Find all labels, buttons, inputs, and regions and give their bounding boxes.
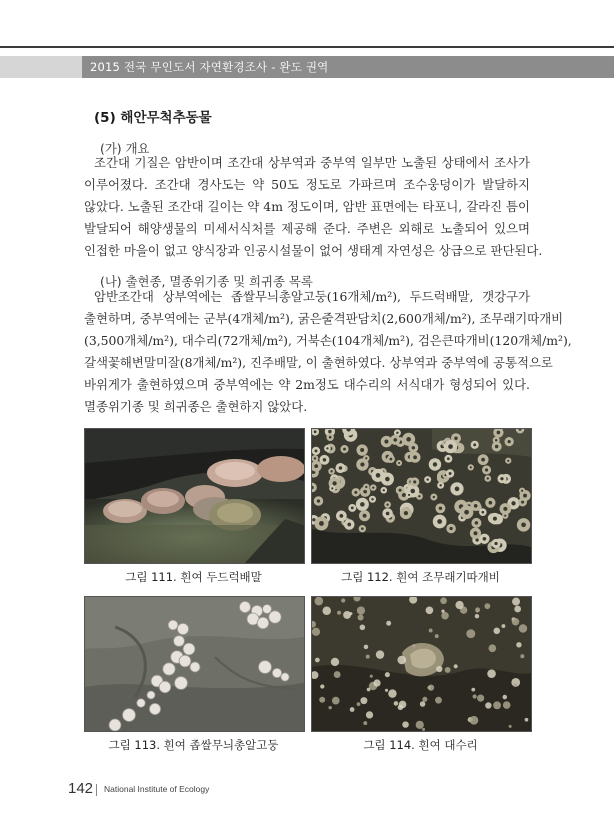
paragraph-line: 인접한 마을이 없고 양식장과 인공시설물이 없어 생태계 자연성은 상급으로 판단된다. <box>84 243 543 258</box>
figure-caption: 그림 113. 흰여 좁쌀무늬총알고둥 <box>108 738 279 752</box>
top-rule <box>0 46 614 48</box>
photo-limpet <box>84 428 305 564</box>
photo-rockshell <box>311 596 532 732</box>
paragraph-line: 조간대 기질은 암반이며 조간대 상부역과 중부역 일부만 노출된 상태에서 조사가 <box>94 155 530 170</box>
paragraph-line: 이루어졌다. 조간대 경사도는 약 50도 정도로 가파르며 조수웅덩이가 발달하지 <box>84 177 530 192</box>
footer-publisher: National Institute of Ecology <box>104 784 210 794</box>
paragraph-line: 발달되어 해양생물의 미세서식처를 제공해 준다. 주변은 외해로 노출되어 있으며 <box>84 221 530 236</box>
paragraph-line: (3,500개체/m²), 대수리(72개체/m²), 거북손(104개체/m²), 검은큰따개비(120개체/m²), <box>84 333 572 348</box>
figure-caption: 그림 114. 흰여 대수리 <box>363 738 478 752</box>
figure-caption: 그림 112. 흰여 조무래기따개비 <box>341 570 500 584</box>
section-title: (5) 해안무척추동물 <box>94 110 212 126</box>
paragraph-line: 않았다. 노출된 조간대 길이는 약 4m 정도이며, 암반 표면에는 타포니, 갈라진 틈이 <box>84 199 530 214</box>
paragraph-line: 멸종위기종 및 희귀종은 출현하지 않았다. <box>84 399 308 414</box>
paragraph-line: 암반조간대 상부역에는 좁쌀무늬총알고둥(16개체/m²), 두드럭배말, 갯강구가 <box>94 289 530 304</box>
footer-divider <box>96 784 97 796</box>
paragraph-line: 갈색꽃해변말미잘(8개체/m²), 진주배말, 이 출현하였다. 상부역과 중부역에 공통적으로 <box>84 355 553 370</box>
page-number: 142 <box>68 780 94 797</box>
subheading-overview: (가) 개요 <box>100 141 150 156</box>
running-header: 2015 전국 무인도서 자연환경조사 - 완도 권역 <box>90 60 329 74</box>
photo-periwinkle <box>84 596 305 732</box>
paragraph-line: 바위게가 출현하였으며 중부역에는 약 2m정도 대수리의 서식대가 형성되어 있다. <box>84 377 530 392</box>
subheading-species: (나) 출현종, 멸종위기종 및 희귀종 목록 <box>100 274 313 289</box>
figure-caption: 그림 111. 흰여 두드럭배말 <box>125 570 262 584</box>
photo-barnacle <box>311 428 532 564</box>
paragraph-line: 출현하며, 중부역에는 군부(4개체/m²), 굵은줄격판담치(2,600개체/m²), 조무래기따개비 <box>84 311 564 326</box>
